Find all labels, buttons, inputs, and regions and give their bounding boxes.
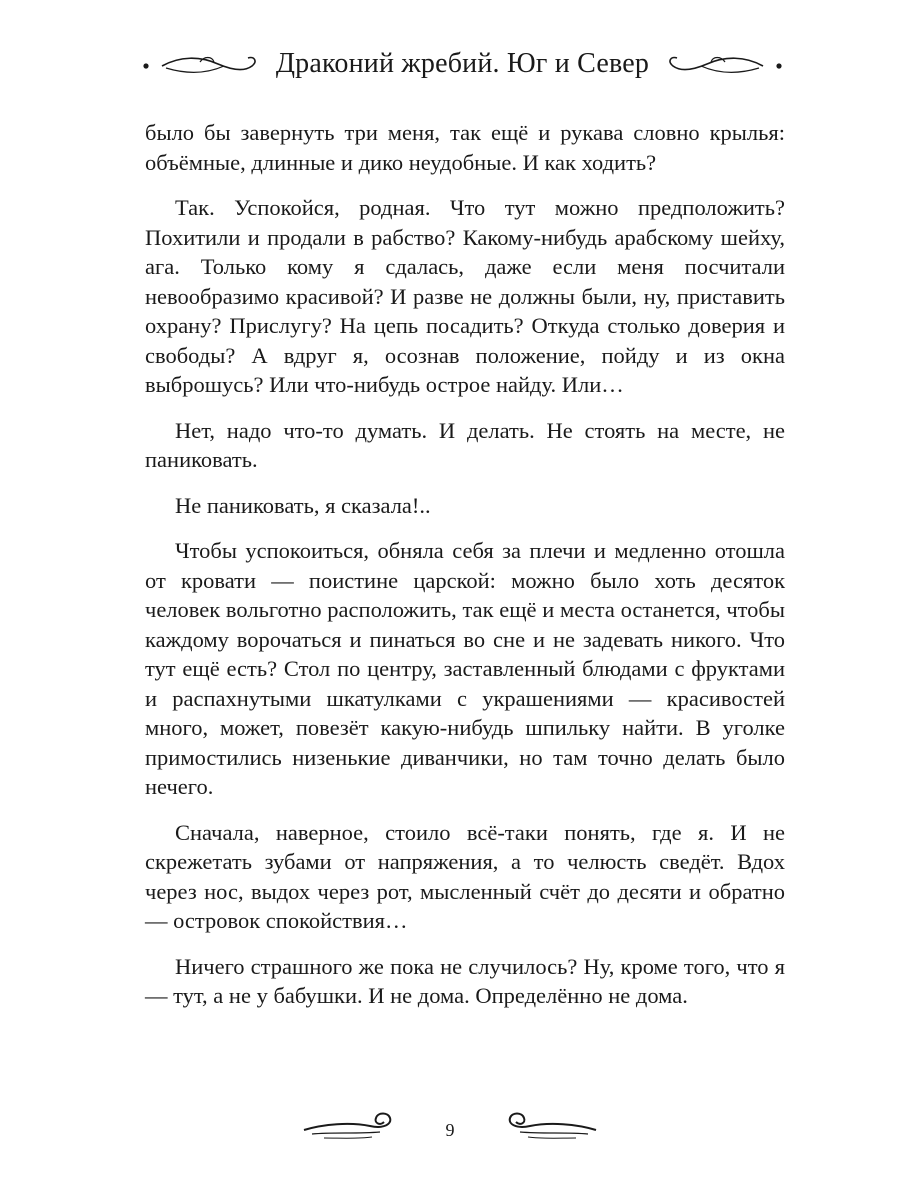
page-footer — [300, 1104, 600, 1148]
paragraph: Сначала, наверное, стоило всё-таки понять, где я. И не скрежетать зубами от напряжения, а то челюсть сведёт. Вдох через нос, выдох через рот, мысленный счёт до десяти и обратно — островок спокойствия… — [145, 819, 785, 933]
paragraph: Так. Успокойся, родная. Что тут можно предположить? Похитили и продали в рабство? Какому-нибудь арабскому шейху, ага. Только кому я сдалась, даже если меня посчитали невообразимо красивой? И разве не должны были, ну, приставить охрану? Прислугу? На цепь посадить? Откуда столько доверия и свободы? А вдруг я, осознав положение, пойду и из окна выброшусь? Или что-нибудь острое найду. Или… — [145, 195, 785, 397]
paragraph: Не паниковать, я сказала!.. — [175, 492, 431, 518]
flourish-right-ornament-icon — [655, 44, 785, 88]
paragraph: Нет, надо что-то думать. И делать. Не стоять на месте, не паниковать. — [145, 417, 785, 472]
body-text — [145, 118, 785, 1027]
paragraph: было бы завернуть три меня, так ещё и рукава словно крылья: объёмные, длинные и дико неудобные. И как ходить? — [145, 120, 785, 175]
page-number: 9 — [445, 1120, 455, 1140]
book-title: Драконий жребий. Юг и Север — [275, 48, 650, 79]
running-header — [140, 44, 785, 88]
paragraph: Чтобы успокоиться, обняла себя за плечи и медленно отошла от кровати — поистине царской: можно было хоть десяток человек вольготно расположить, так ещё и места останется, чтобы каждому ворочаться и пинаться во сне и не задевать никого. Что тут ещё есть? Стол по центру, заставленный блюдами с фруктами и распахнутыми шкатулками с украшениями — красивостей много, может, повезёт какую-нибудь шпильку найти. В уголке примостились низенькие диванчики, но там точно делать было нечего. — [145, 538, 785, 799]
swirl-right-ornament-icon — [500, 1104, 600, 1148]
paragraph: Ничего страшного же пока не случилось? Ну, кроме того, что я — тут, а не у бабушки. И не дома. Определённо не дома. — [145, 953, 785, 1008]
